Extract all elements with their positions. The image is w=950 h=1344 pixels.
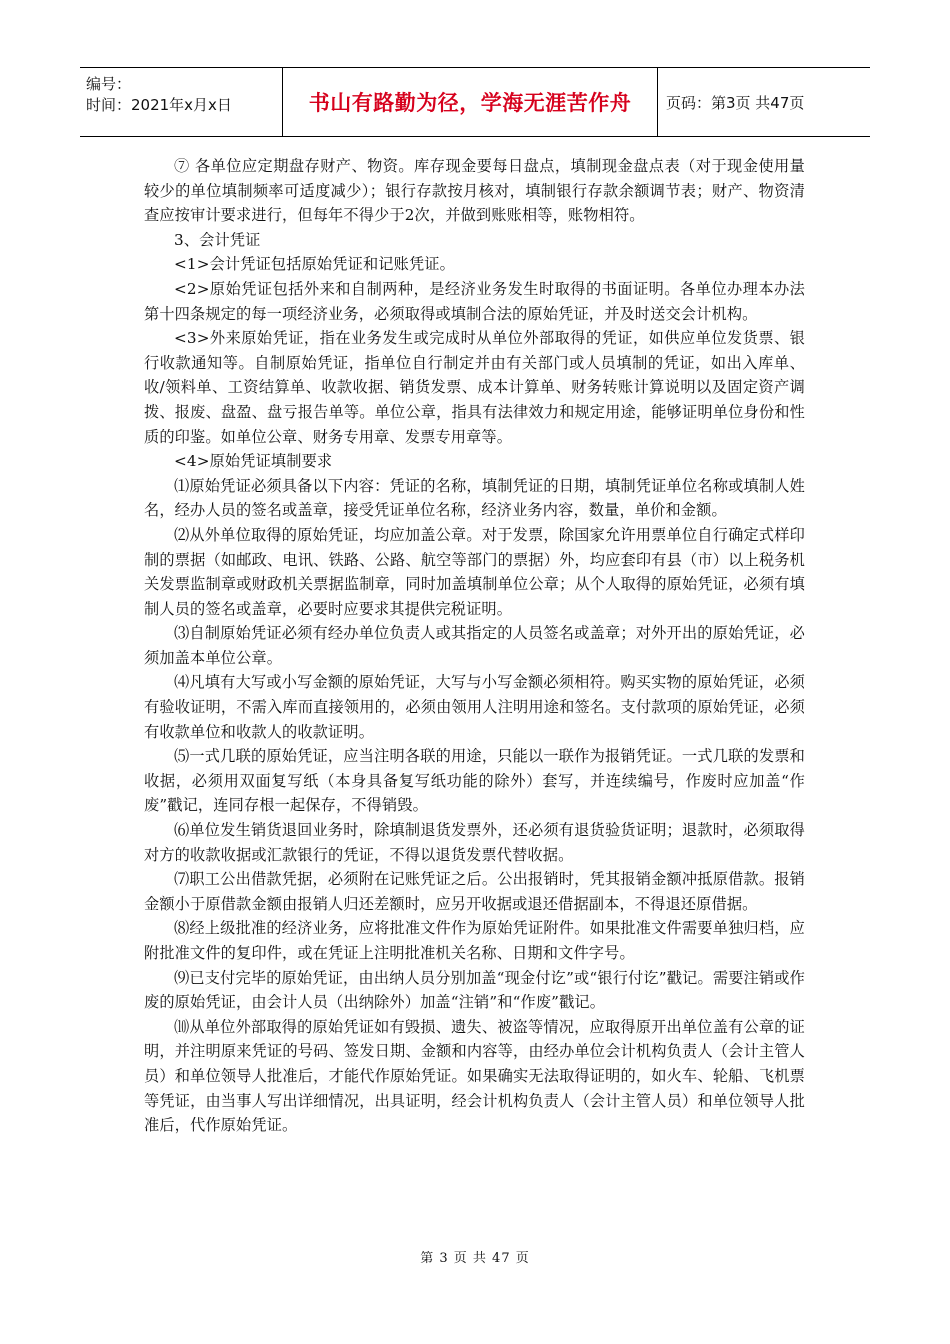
paragraph: ⑻经上级批准的经济业务，应将批准文件作为原始凭证附件。如果批准文件需要单独归档，应附批准文件的复印件，或在凭证上注明批准机关名称、日期和文件字号。 [144, 919, 805, 962]
subsection-heading: <4>原始凭证填制要求 [174, 452, 333, 471]
paragraph: <2>原始凭证包括外来和自制两种，是经济业务发生时取得的书面证明。各单位办理本办法第十四条规定的每一项经济业务，必须取得或填制合法的原始凭证，并及时送交会计机构。 [144, 279, 805, 323]
header-meta [80, 68, 283, 136]
page-footer: 第 3 页 共 47 页 [420, 1251, 530, 1266]
paragraph: ⑺职工公出借款凭据，必须附在记账凭证之后。公出报销时，凭其报销金额冲抵原借款。报销金额小于原借款金额由报销人归还差额时，应另开收据或退还借据副本，不得退还原借据。 [144, 870, 805, 913]
paragraph: ⑷凡填有大写或小写金额的原始凭证，大写与小写金额必须相符。购买实物的原始凭证，必须有验收证明，不需入库而直接领用的，必须由领用人注明用途和签名。支付款项的原始凭证，必须有收款单位和收款人的收款证明。 [144, 673, 805, 741]
paragraph: ⑶自制原始凭证必须有经办单位负责人或其指定的人员签名或盖章；对外开出的原始凭证，必须加盖本单位公章。 [144, 624, 805, 667]
section-heading: 3、会计凭证 [174, 230, 261, 249]
page-header [80, 67, 870, 137]
paragraph: <3>外来原始凭证，指在业务发生或完成时从单位外部取得的凭证，如供应单位发货票、银行收款通知等。自制原始凭证，指单位自行制定并由有关部门或人员填制的凭证，如出入库单、收/领料单、工资结算单、收款收据、销货发票、成本计算单、财务转账计算说明以及固定资产调拨、报废、盘盈、盘亏报告单等。单位公章，指具有法律效力和规定用途，能够证明单位身份和性质的印鉴。如单位公章、财务专用章、发票专用章等。 [144, 329, 805, 446]
motto: 书山有路勤为径，学海无涯苦作舟 [283, 68, 658, 136]
paragraph: ⑵从外单位取得的原始凭证，均应加盖公章。对于发票，除国家允许用票单位自行确定式样印制的票据（如邮政、电讯、铁路、公路、航空等部门的票据）外，均应套印有县（市）以上税务机关发票监制章或财政机关票据监制章，同时加盖填制单位公章；从个人取得的原始凭证，必须有填制人员的签名或盖章，必要时应要求其提供完税证明。 [144, 525, 805, 618]
paragraph: <1>会计凭证包括原始凭证和记账凭证。 [174, 255, 455, 274]
paragraph: ⑽从单位外部取得的原始凭证如有毁损、遗失、被盗等情况，应取得原开出单位盖有公章的证明，并注明原来凭证的号码、签发日期、金额和内容等，由经办单位会计机构负责人（会计主管人员）和单位领导人批准后，才能代作原始凭证。如果确实无法取得证明的，如火车、轮船、飞机票等凭证，由当事人写出详细情况，出具证明，经会计机构负责人（会计主管人员）和单位领导人批准后，代作原始凭证。 [144, 1017, 805, 1135]
number-label: 编号： [86, 75, 132, 93]
paragraph: ⑸一式几联的原始凭证，应当注明各联的用途，只能以一联作为报销凭证。一式几联的发票和收据，必须用双面复写纸（本身具备复写纸功能的除外）套写，并连续编号，作废时应加盖“作废”戳记，连同存根一起保存，不得销毁。 [144, 747, 805, 815]
paragraph: ⑴原始凭证必须具备以下内容：凭证的名称，填制凭证的日期，填制凭证单位名称或填制人姓名，经办人员的签名或盖章，接受凭证单位名称，经济业务内容，数量，单价和金额。 [144, 476, 805, 520]
document-body [144, 154, 805, 1138]
page-info: 页码：第3页 共47页 [666, 93, 805, 112]
time-label: 时间：2021年x月x日 [86, 96, 232, 114]
paragraph: ⑦ 各单位应定期盘存财产、物资。库存现金要每日盘点，填制现金盘点表（对于现金使用量较少的单位填制频率可适度减少）；银行存款按月核对，填制银行存款余额调节表；财产、物资清查应按审计要求进行，但每年不得少于2次，并做到账账相等，账物相符。 [144, 157, 805, 225]
paragraph: ⑹单位发生销货退回业务时，除填制退货发票外，还必须有退货验货证明；退款时，必须取得对方的收款收据或汇款银行的凭证，不得以退货发票代替收据。 [144, 821, 805, 864]
paragraph: ⑼已支付完毕的原始凭证，由出纳人员分别加盖“现金付讫”或“银行付讫”戳记。需要注销或作废的原始凭证，由会计人员（出纳除外）加盖“注销”和“作废”戳记。 [144, 968, 805, 1012]
